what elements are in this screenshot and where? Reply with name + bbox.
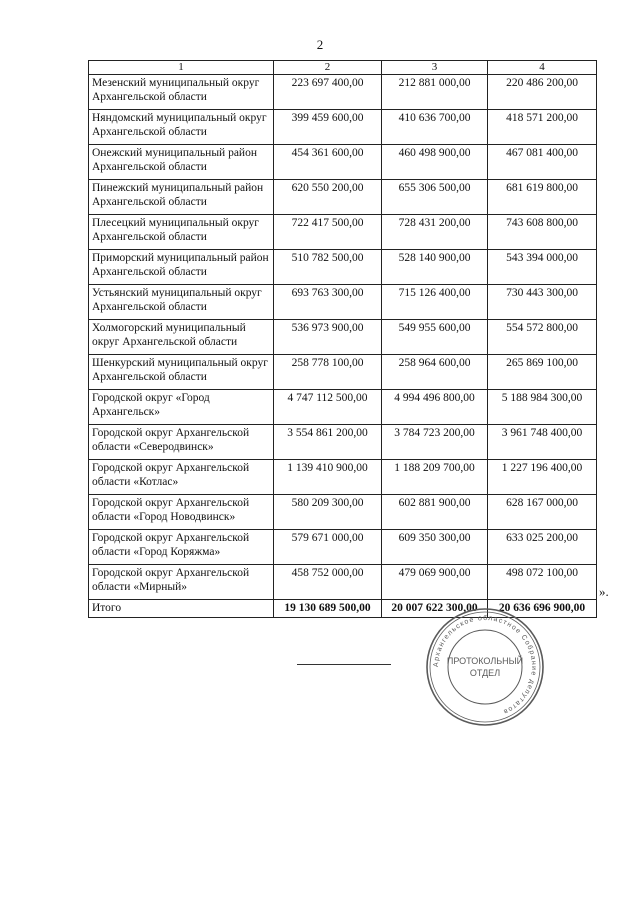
table-row [89,320,597,355]
stamp-inner-ring [448,630,522,704]
table-row [89,250,597,285]
value-column-4: 743 608 800,00 [488,215,597,250]
value-column-3: 4 994 496 800,00 [382,390,488,425]
table-row [89,215,597,250]
municipality-name: Городской округ Архангельской области «Северодвинск» [89,425,274,460]
value-column-4: 3 961 748 400,00 [488,425,597,460]
table-row [89,110,597,145]
column-header-1: 1 [89,61,274,75]
value-column-2: 454 361 600,00 [274,145,382,180]
value-column-2: 4 747 112 500,00 [274,390,382,425]
value-column-3: 549 955 600,00 [382,320,488,355]
value-column-4: 467 081 400,00 [488,145,597,180]
table-row [89,425,597,460]
value-column-2: 722 417 500,00 [274,215,382,250]
value-column-2: 258 778 100,00 [274,355,382,390]
stamp-center-line-1: ПРОТОКОЛЬНЫЙ [446,656,524,666]
value-column-2: 693 763 300,00 [274,285,382,320]
municipality-name: Онежский муниципальный район Архангельской области [89,145,274,180]
value-column-4: 628 167 000,00 [488,495,597,530]
value-column-2: 579 671 000,00 [274,530,382,565]
value-column-2: 3 554 861 200,00 [274,425,382,460]
value-column-4: 265 869 100,00 [488,355,597,390]
value-column-2: 399 459 600,00 [274,110,382,145]
page-number: 2 [316,37,324,52]
value-column-4: 5 188 984 300,00 [488,390,597,425]
stamp-center-line-2: ОТДЕЛ [469,668,501,678]
value-column-4: 498 072 100,00 [488,565,597,600]
municipality-name: Городской округ Архангельской области «Мирный» [89,565,274,600]
table-row [89,180,597,215]
value-column-2: 1 139 410 900,00 [274,460,382,495]
municipality-name: Городской округ Архангельской области «Котлас» [89,460,274,495]
value-column-4: 554 572 800,00 [488,320,597,355]
stamp-outer-ring-inner [430,612,540,722]
municipality-name: Устьянский муниципальный округ Архангельской области [89,285,274,320]
municipality-name: Пинежский муниципальный район Архангельской области [89,180,274,215]
municipality-name: Няндомский муниципальный округ Архангельской области [89,110,274,145]
value-column-3: 602 881 900,00 [382,495,488,530]
table-row [89,285,597,320]
value-column-4: 543 394 000,00 [488,250,597,285]
table-row [89,565,597,600]
value-column-2: 580 209 300,00 [274,495,382,530]
column-header-4: 4 [488,61,597,75]
table-row [89,530,597,565]
signature-line [297,664,391,665]
municipality-name: Холмогорский муниципальный округ Архангельской области [89,320,274,355]
value-column-3: 410 636 700,00 [382,110,488,145]
value-column-3: 212 881 000,00 [382,75,488,110]
municipality-name: Городской округ «Город Архангельск» [89,390,274,425]
value-column-3: 528 140 900,00 [382,250,488,285]
municipality-name: Шенкурский муниципальный округ Архангельской области [89,355,274,390]
municipality-name: Плесецкий муниципальный округ Архангельской области [89,215,274,250]
value-column-4: 730 443 300,00 [488,285,597,320]
value-column-4: 418 571 200,00 [488,110,597,145]
value-column-4: 681 619 800,00 [488,180,597,215]
table-row [89,145,597,180]
value-column-2: 223 697 400,00 [274,75,382,110]
value-column-3: 715 126 400,00 [382,285,488,320]
total-label: Итого [89,600,274,618]
table-row [89,460,597,495]
table-row [89,495,597,530]
municipality-name: Городской округ Архангельской области «Город Коряжма» [89,530,274,565]
value-column-4: 220 486 200,00 [488,75,597,110]
column-header-2: 2 [274,61,382,75]
value-column-3: 728 431 200,00 [382,215,488,250]
table-header-row [89,61,597,75]
municipality-name: Городской округ Архангельской области «Город Новодвинск» [89,495,274,530]
value-column-3: 460 498 900,00 [382,145,488,180]
table-row [89,355,597,390]
total-value-1: 19 130 689 500,00 [274,600,382,618]
stamp-outer-ring [427,609,543,725]
municipality-name: Мезенский муниципальный округ Архангельской области [89,75,274,110]
value-column-2: 458 752 000,00 [274,565,382,600]
table-row [89,75,597,110]
total-value-3: 20 636 696 900,00 [488,600,597,618]
closing-quote: ». [599,584,609,599]
budget-table [88,60,597,618]
value-column-2: 536 973 900,00 [274,320,382,355]
value-column-2: 510 782 500,00 [274,250,382,285]
stamp-seal-icon [424,606,546,728]
official-stamp [424,606,546,728]
value-column-3: 479 069 900,00 [382,565,488,600]
value-column-3: 3 784 723 200,00 [382,425,488,460]
value-column-2: 620 550 200,00 [274,180,382,215]
total-value-2: 20 007 622 300,00 [382,600,488,618]
value-column-4: 633 025 200,00 [488,530,597,565]
column-header-3: 3 [382,61,488,75]
value-column-3: 609 350 300,00 [382,530,488,565]
value-column-4: 1 227 196 400,00 [488,460,597,495]
value-column-3: 258 964 600,00 [382,355,488,390]
value-column-3: 655 306 500,00 [382,180,488,215]
table-row [89,390,597,425]
stamp-ring-text: Архангельское областное Собрание депутатов [432,614,538,716]
municipality-name: Приморский муниципальный район Архангельской области [89,250,274,285]
value-column-3: 1 188 209 700,00 [382,460,488,495]
